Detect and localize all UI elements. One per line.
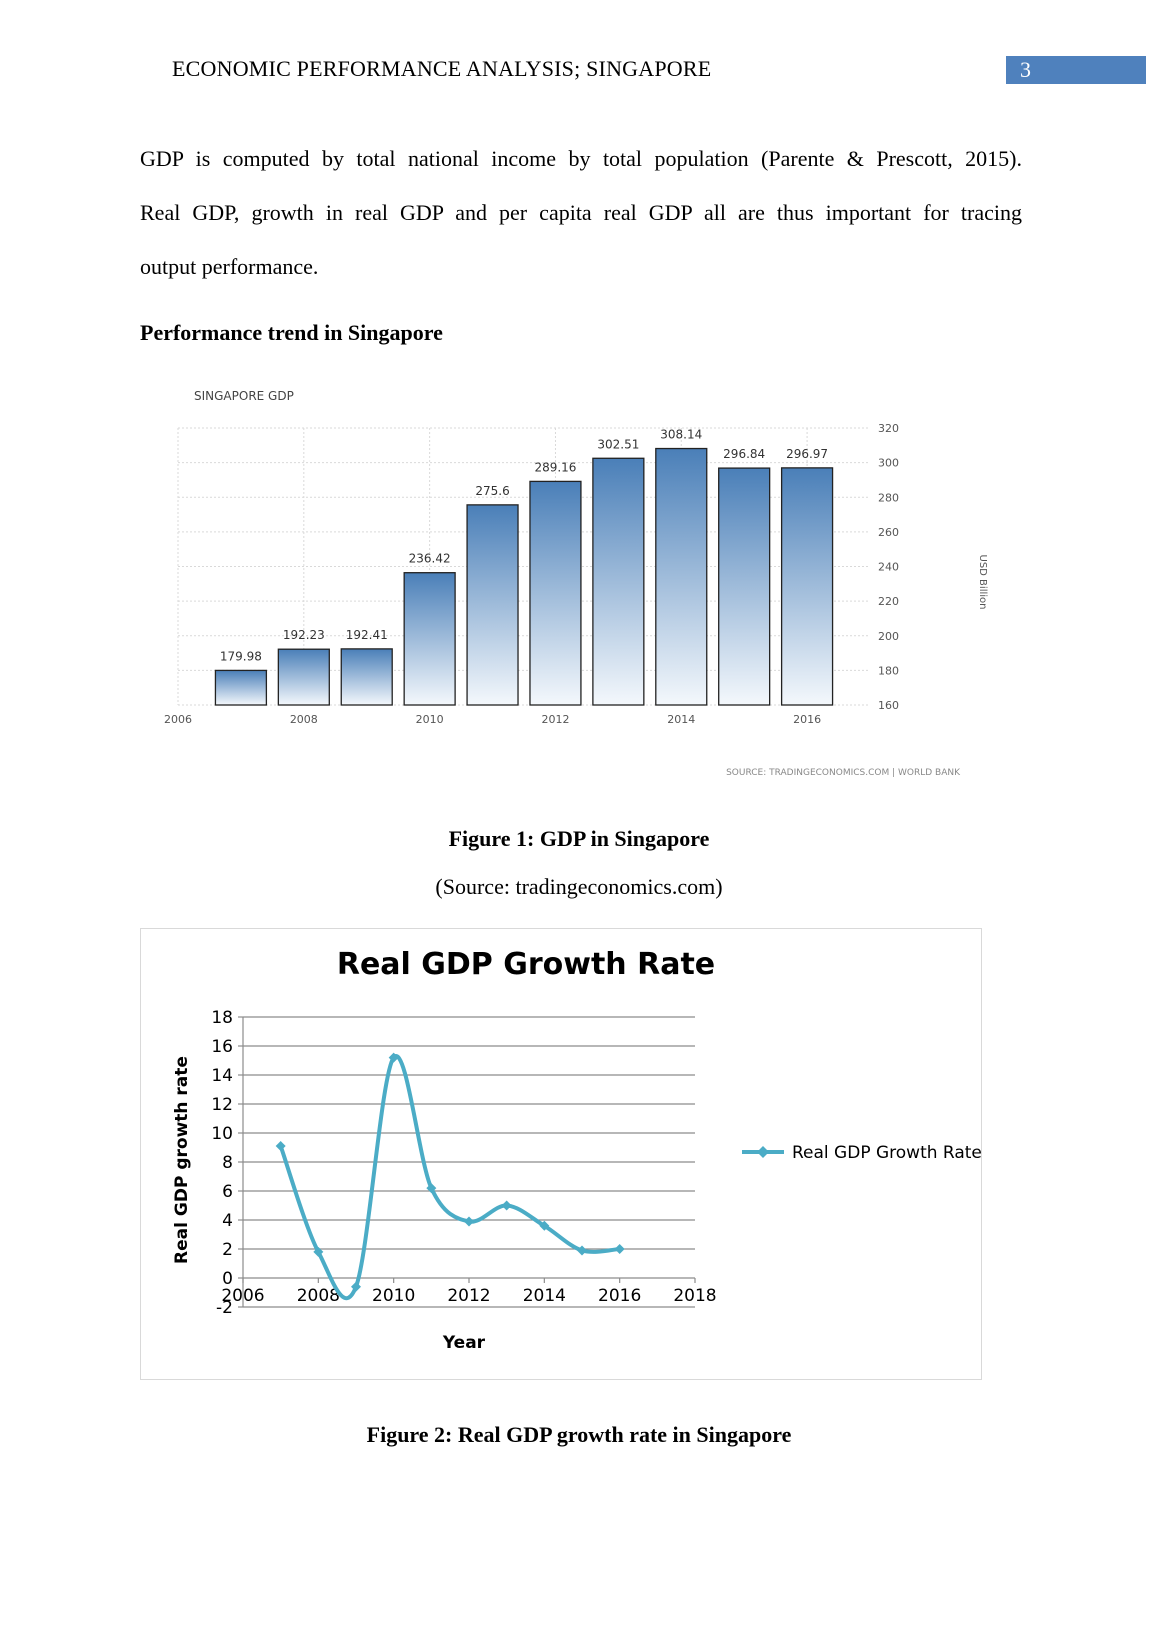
growth-line-chart: [140, 928, 982, 1380]
bar: [278, 649, 329, 705]
y-tick-label: 240: [878, 560, 899, 574]
x-tick-label: 2012: [447, 1286, 491, 1306]
y-tick-label: 6: [222, 1182, 233, 1202]
y-tick-label: 180: [878, 664, 899, 678]
figure2-caption: Figure 2: Real GDP growth rate in Singapore: [366, 1422, 792, 1447]
paragraph-line: output performance.: [140, 254, 319, 279]
x-tick-label: 2008: [289, 713, 318, 726]
x-tick-label: 2014: [667, 713, 696, 726]
y-tick-label: 8: [222, 1153, 233, 1173]
y-tick-label: -2: [216, 1298, 233, 1318]
y-tick-label: 2: [222, 1240, 233, 1260]
x-tick-label: 2010: [415, 713, 444, 726]
y-tick-label: 16: [211, 1037, 233, 1057]
body-paragraph: [140, 132, 1022, 294]
x-tick-label: 2008: [296, 1286, 340, 1306]
y-tick-label: 220: [878, 595, 899, 609]
series-line: [281, 1056, 620, 1298]
x-tick-label: 2012: [541, 713, 570, 726]
figure1-source: (Source: tradingeconomics.com): [435, 874, 723, 899]
paragraph-line: Real GDP, growth in real GDP and per capita real GDP all are thus important for tracing: [140, 200, 1022, 225]
x-tick-label: 2010: [372, 1286, 416, 1306]
x-tick-label: 2016: [598, 1286, 642, 1306]
bar-value-label: 296.97: [786, 446, 829, 461]
bar-value-label: 275.6: [475, 483, 510, 498]
page-number: 3: [1020, 57, 1031, 82]
data-point: [464, 1216, 474, 1226]
gdp-bar-chart: [160, 380, 1000, 780]
bar: [530, 481, 581, 705]
chart-source: SOURCE: TRADINGECONOMICS.COM | WORLD BANK: [726, 768, 960, 778]
x-axis-label: Year: [442, 1333, 486, 1353]
bar-value-label: 302.51: [597, 437, 640, 452]
legend-marker: [757, 1146, 769, 1158]
y-tick-label: 0: [222, 1269, 233, 1289]
figure1-caption: Figure 1: GDP in Singapore: [448, 826, 710, 851]
section-heading: Performance trend in Singapore: [140, 320, 443, 345]
bar: [467, 505, 518, 705]
bar: [341, 649, 392, 705]
x-tick-label: 2014: [522, 1286, 566, 1306]
data-point: [502, 1201, 512, 1211]
y-axis-label: USD Billion: [977, 554, 988, 610]
y-tick-label: 160: [878, 699, 899, 712]
y-tick-label: 200: [878, 629, 899, 643]
legend-label: Real GDP Growth Rate: [792, 1143, 982, 1163]
data-point: [276, 1141, 286, 1151]
x-tick-label: 2006: [164, 713, 192, 726]
x-tick-label: 2016: [793, 713, 822, 726]
data-point: [615, 1244, 625, 1254]
y-tick-label: 320: [878, 422, 899, 435]
bar-value-label: 308.14: [660, 427, 703, 442]
legend: [742, 1143, 982, 1163]
bar: [593, 458, 644, 705]
x-tick-label: 2006: [221, 1286, 265, 1306]
y-tick-label: 4: [222, 1211, 233, 1231]
bar: [782, 468, 833, 705]
bar-value-label: 192.23: [282, 628, 325, 643]
bar-value-label: 296.84: [723, 447, 766, 462]
y-tick-label: 300: [878, 456, 899, 470]
y-tick-label: 18: [211, 1008, 233, 1028]
chart-title: Real GDP Growth Rate: [336, 947, 716, 982]
bar-value-label: 179.98: [219, 649, 262, 664]
y-axis-label: Real GDP growth rate: [172, 1056, 192, 1264]
y-tick-label: 280: [878, 491, 899, 505]
paragraph-line: GDP is computed by total national income by total population (Parente & Prescott, 2015).: [140, 146, 1022, 171]
bar: [719, 468, 770, 705]
chart-title: SINGAPORE GDP: [194, 389, 294, 403]
bar-value-label: 289.16: [534, 460, 577, 475]
y-tick-label: 10: [211, 1124, 233, 1144]
x-tick-label: 2018: [673, 1286, 717, 1306]
bar: [656, 449, 707, 705]
bar-value-label: 236.42: [408, 551, 451, 566]
bar: [404, 573, 455, 705]
y-tick-label: 14: [211, 1066, 233, 1086]
bar: [215, 670, 266, 705]
y-tick-label: 12: [211, 1095, 233, 1115]
running-head-title: ECONOMIC PERFORMANCE ANALYSIS; SINGAPORE: [172, 56, 712, 81]
y-tick-label: 260: [878, 525, 899, 539]
bar-value-label: 192.41: [345, 627, 388, 642]
